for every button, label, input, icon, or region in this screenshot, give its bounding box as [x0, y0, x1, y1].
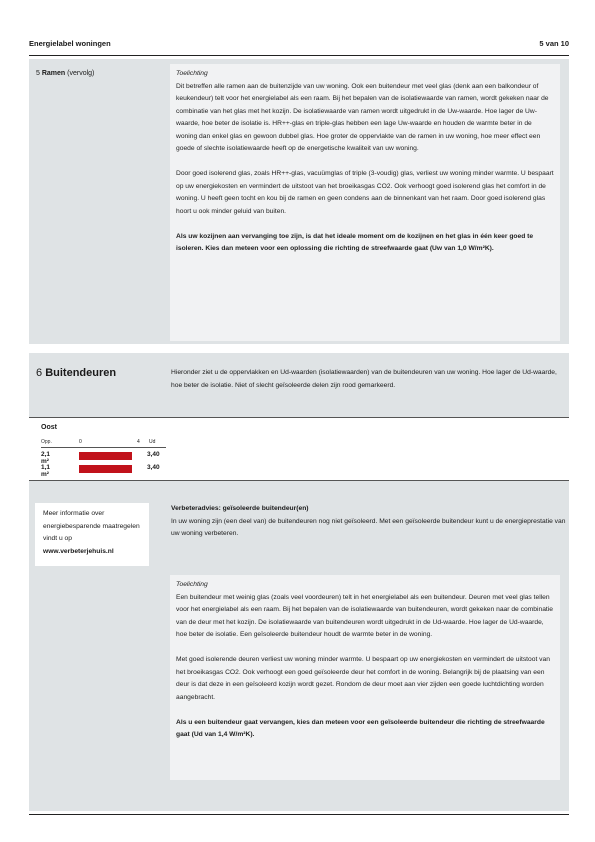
toelichting-heading: Toelichting — [176, 581, 208, 588]
section-title — [36, 367, 116, 379]
advice-paragraph: Als uw kozijnen aan vervanging toe zijn, is dat het ideale moment om de kozijnen en het glas in één keer goed te isoleren. Kies dan meteen voor een oplossing die richting de streefwaarde gaat (Uw van 1,0 W/m²K). — [176, 232, 534, 252]
footer-rule — [29, 814, 569, 815]
section-name: Buitendeuren — [45, 367, 117, 379]
toelichting-heading: Toelichting — [176, 70, 208, 77]
u-label: Ud — [149, 439, 156, 445]
door-area: 1,1 m² — [41, 464, 51, 478]
info-text: Meer informatie over energiebesparende maatregelen vindt u op — [43, 510, 140, 542]
improvement-advice — [171, 503, 566, 541]
toelichting-box — [170, 64, 560, 341]
header-rule — [29, 55, 569, 56]
page-header — [29, 39, 569, 53]
axis-line — [41, 447, 166, 448]
u-value-bar — [79, 452, 132, 460]
section-number: 5 — [36, 70, 40, 77]
section-label — [36, 70, 94, 77]
info-box — [35, 503, 149, 566]
page-number: 5 van 10 — [539, 39, 569, 48]
paragraph: Door goed isolerend glas, zoals HR++-glas, vacuümglas of triple (3-voudig) glas, verliest uw woning minder warmte. U bespaart op uw energiekosten en vermindert de uitstoot van het broeikasgas CO2. Ook verhoogt goed isolerend glas het comfort in de woning. U heeft geen tocht en kou bij de ramen en geen condens aan de binnenkant van het raam. Door goed isolerend glas hoort u ook minder geluid van buiten. — [176, 170, 554, 215]
advice-paragraph: Als u een buitendeur gaat vervangen, kies dan meteen voor een geïsoleerde buitendeur die richting de streefwaarde gaat (Ud van 1,4 W/m²K). — [176, 718, 545, 738]
tick-min: 0 — [79, 439, 82, 445]
section-buitendeuren — [29, 353, 569, 811]
section-number: 6 — [36, 367, 43, 379]
advice-heading: Verbeteradvies: geïsoleerde buitendeur(en) — [171, 505, 309, 512]
paragraph: Dit betreffen alle ramen aan de buitenzijde van uw woning. Ook een buitendeur met veel glas (denk aan een balkondeur of keukendeur) telt voor het energielabel als een raam. Bij het bepalen van de isolatiewaarde van ramen, wordt gekeken naar de combinatie van het glas met het kozijn. De isolatiewaarde van ramen wordt uitgedrukt in de Uw-waarde. Hoe lager de Uw-waarde, hoe beter de isolatie is. HR++-glas en triple-glas hebben een lage Uw-waarde en houden de warmte beter in de woning dan enkel glas en gewoon dubbel glas. Hoe groter de oppervlakte van de ramen in uw woning, hoe meer effect een goede of slechte isolatiewaarde heeft op de energetische kwaliteit van uw woning. — [176, 82, 549, 152]
section-suffix: (vervolg) — [67, 70, 95, 77]
info-link[interactable]: www.verbeterjehuis.nl — [43, 547, 114, 555]
axis-label: Opp. — [41, 439, 52, 445]
paragraph: Met goed isolerende deuren verliest uw woning minder warmte. U bespaart op uw energiekosten en vermindert de uitstoot van het broeikasgas CO2. Ook verhoogt een goed geïsoleerde deur het comfort in de woning. Belangrijk bij de plaatsing van een deur is dat deze in een geïsoleerd kozijn wordt gezet. Rondom de deur moet aan vier zijden een goede luchtdichting worden aangebracht. — [176, 656, 550, 701]
advice-text: In uw woning zijn (een deel van) de buitendeuren nog niet geïsoleerd. Met een geïsoleerde buitendeur kunt u de energieprestatie van uw woning verbeteren. — [171, 517, 566, 537]
door-area: 2,1 m² — [41, 451, 51, 465]
toelichting-box — [170, 575, 560, 780]
u-value: 3,40 — [147, 464, 160, 471]
paragraph: Een buitendeur met weinig glas (zoals veel voordeuren) telt in het energielabel als een buitendeur. Deuren met veel glas tellen voor het energielabel als een raam. Bij het bepalen van de isolatiewaarde van buitendeuren, wordt gekeken naar de combinatie van de deur met het kozijn. De isolatiewaarde van buitendeuren wordt uitgedrukt in de Ud-waarde. Hoe lager de Ud-waarde, hoe beter de isolatie. Een geïsoleerde buitendeur houdt de warmte beter in de woning. — [176, 593, 553, 638]
oost-panel — [29, 417, 569, 481]
document-title: Energielabel woningen — [29, 39, 111, 48]
orientation-label: Oost — [41, 424, 57, 431]
section-name: Ramen — [41, 70, 66, 77]
u-value-bar — [79, 465, 132, 473]
tick-max: 4 — [137, 439, 140, 445]
u-value: 3,40 — [147, 451, 160, 458]
section-ramen — [29, 59, 569, 344]
section-intro: Hieronder ziet u de oppervlakken en Ud-waarden (isolatiewaarden) van de buitendeuren van uw woning. Hoe lager de Ud-waarde, hoe beter de isolatie. Niet of slecht geïsoleerde delen zijn rood gemarkeerd. — [171, 369, 557, 389]
